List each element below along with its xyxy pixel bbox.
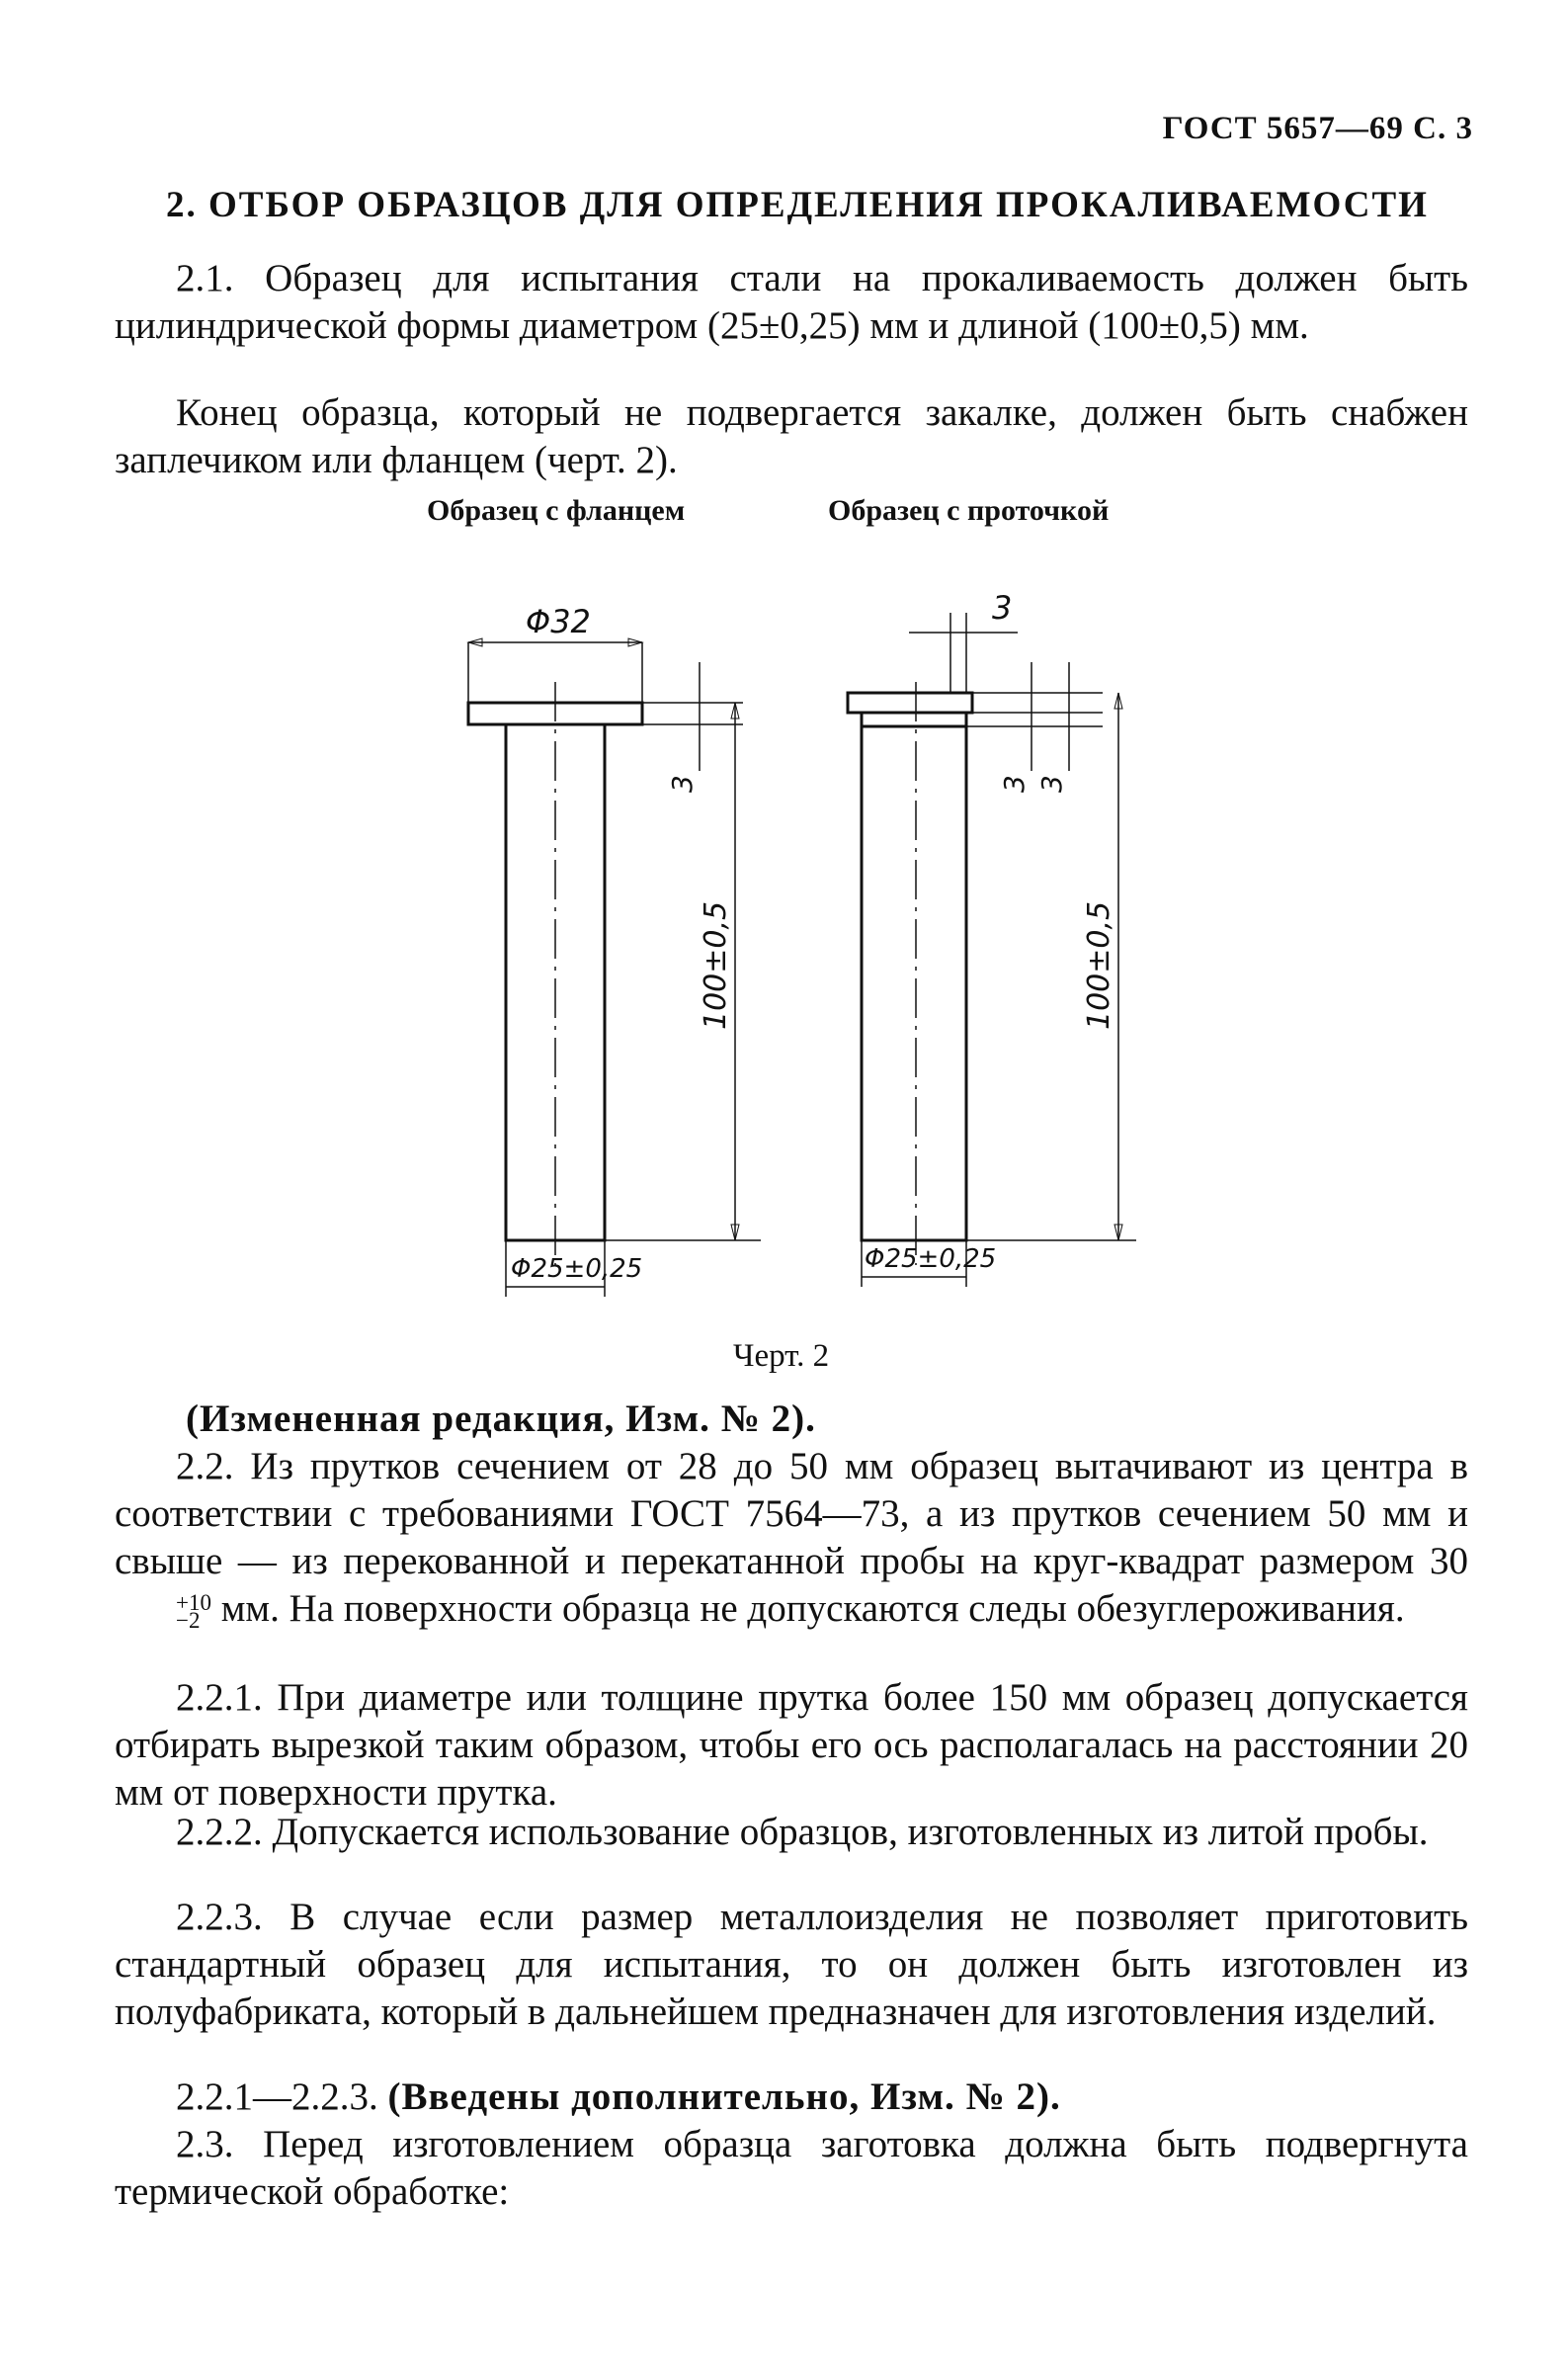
dim-groove-width: 3 [992, 589, 1013, 627]
paragraph-2-2-end: мм. На поверхности образца не допускаются следы обезуглероживания. [210, 1587, 1405, 1630]
paragraph-2-1: 2.1. Образец для испытания стали на прокаливаемость должен быть цилиндрической формы диаметром (25±0,25) мм и длиной (100±0,5) мм. [115, 257, 1468, 347]
amendment-note-1 [115, 1396, 1468, 1443]
amendment-note-2 [115, 2074, 1468, 2121]
amendment-text-1: (Измененная редакция, Изм. № 2). [186, 1397, 816, 1440]
tolerance-lower: −2 [176, 1608, 201, 1634]
page-header: ГОСТ 5657—69 С. 3 [1162, 111, 1473, 146]
paragraph-2-2 [115, 1443, 1468, 1633]
paragraph-2-2-1: 2.2.1. При диаметре или толщине прутка более 150 мм образец допускается отбирать вырезкой таким образом, чтобы его ось располагалась на расстоянии 20 мм от поверхности прутка. [115, 1676, 1468, 1814]
dim-length-right: 100±0,5 [1082, 900, 1116, 1030]
dim-flange-thickness: 3 [666, 775, 699, 793]
amendment-text-2: (Введены дополнительно, Изм. № 2). [387, 2075, 1061, 2118]
dim-groove-height-1: 3 [998, 775, 1031, 793]
section-title: 2. ОТБОР ОБРАЗЦОВ ДЛЯ ОПРЕДЕЛЕНИЯ ПРОКАЛИВАЕМОСТИ [166, 185, 1429, 225]
paragraph-2-2-2: 2.2.2. Допускается использование образцов, изготовленных из литой пробы. [176, 1811, 1429, 1853]
groove-specimen [848, 589, 1136, 1287]
figure-label-groove: Образец с проточкой [828, 494, 1110, 527]
dim-body-diameter-left: Φ25±0,25 [511, 1254, 643, 1284]
paragraph-2-2-3: 2.2.3. В случае если размер металлоизделия не позволяет приготовить стандартный образец для испытания, то он должен быть изготовлен из полуфабриката, который в дальнейшем предназначен для изготовления изделий. [115, 1896, 1468, 2033]
figure-caption: Черт. 2 [733, 1338, 830, 1374]
groove-neck [862, 713, 966, 726]
specimen-drawing [0, 573, 1568, 1324]
amendment-num-2: 2.2.1—2.2.3. [176, 2075, 378, 2118]
flange-specimen [468, 603, 761, 1297]
dim-flange-diameter: Φ32 [526, 603, 591, 640]
specimen-body-right [862, 726, 966, 1240]
dim-length-left: 100±0,5 [699, 900, 733, 1030]
paragraph-2-2-start: 2.2. Из прутков сечением от 28 до 50 мм образец вытачивают из центра в соответствии с требованиями ГОСТ 7564—73, а из прутков сечением 50 мм и свыше — из перекованной и перекатанной пробы на круг-квадрат размером 30 [115, 1445, 1468, 1582]
head [848, 693, 972, 713]
tolerance-upper: +10 [176, 1590, 211, 1616]
figure-label-flange: Образец с фланцем [427, 494, 686, 527]
size-tolerance [115, 1590, 211, 1634]
paragraph-2-3: 2.3. Перед изготовлением образца заготовка должна быть подвергнута термической обработке: [115, 2123, 1468, 2213]
dim-groove-height-2: 3 [1035, 775, 1068, 793]
dim-body-diameter-right: Φ25±0,25 [865, 1244, 997, 1274]
paragraph-2-1-flange: Конец образца, который не подвергается закалке, должен быть снабжен заплечиком или фланцем (черт. 2). [115, 391, 1468, 481]
